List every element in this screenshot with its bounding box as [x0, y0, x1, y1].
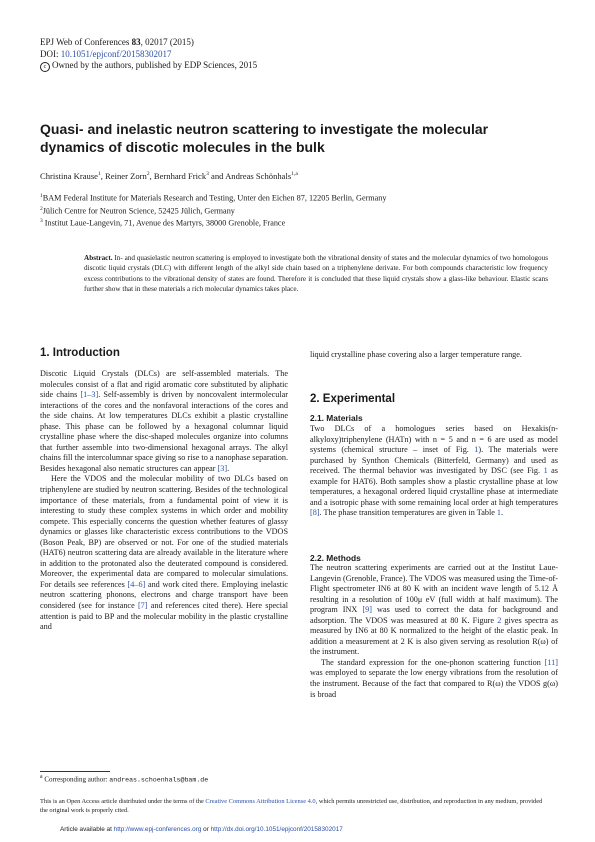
right-column-continuation: liquid crystalline phase covering also a larger temperature range.: [310, 350, 522, 359]
intro-paragraph-1: Discotic Liquid Crystals (DLCs) are self-assembled materials. The molecules consist of a flat and rigid aromatic core substituted by aliphatic side chains [1–3]. Self-assembly is driven by noncovalent intermolecular interactions of the cores and the nonfavoral interactions of the cores and the side chains. At low temperatures DLCs exhibit a plastic crystalline phase. This phase can be followed by a hexagonal columnar liquid crystalline phase where the disc-shaped molecules organize into columns that further assemble into two-dimensional hexagonal arrays. The alkyl chains fill the intercolumnar space giving so rise to a nanophase separation. Besides hexagonal also nematic structures can appear [3].: [40, 369, 288, 473]
abstract: [84, 253, 548, 295]
author-list: Christina Krause$^1$, Reiner Zorn$^2$, Bernhard Frick$^3$ and Andreas Schönhals$^{1,a}$: [40, 171, 298, 181]
abstract-label: Abstract.: [84, 254, 113, 262]
article-footer: Article available at http://www.epj-conferences.org or http://dx.doi.org/10.1051/epjconf/20158302017: [60, 826, 343, 833]
abstract-text: In- and quasielastic neutron scattering is employed to investigate both the vibrational density of states and the molecular dynamics of two homologous discotic liquid crystals (DLC) with different length of the alkyl side chain based on a triphenylene derivate. For both compounds characteristic low frequency excess contributions to the vibrational density of states are found. Therefore it is concluded that these liquid crystals show a glass-like behaviour. Elastic scans further show that in these materials a rich molecular dynamics takes place.: [84, 254, 548, 294]
paper-title: Quasi- and inelastic neutron scattering to investigate the molecular dynamics of discotic molecules in the bulk: [40, 121, 489, 155]
doi-url-link[interactable]: http://dx.doi.org/10.1051/epjconf/20158302017: [210, 826, 343, 833]
materials-heading: 2.1. Materials: [310, 413, 363, 423]
intro-paragraph-2: Here the VDOS and the molecular mobility of two DLCs based on triphenylene are studied by neutron scattering. Besides of the technological importance of these materials, from a fundamental point of view it is interesting to study these complex systems in which order and mobility compete. This especially concerns the question whether features of glassy dynamics or glasses like characteristic excess contributions to the VDOS (Boson Peak, BP) are observed or not. For one of the studied materials (HAT6) neutron scattering data are already available in the literature where in addition to the protonated also the deuterated compound is considered. Moreover, the experimental data are compared to molecular simulations. For details see references [4–6] and work cited there. Employing inelastic neutron scattering phonons, electrons and charge transport have been considered (see for instance [7] and references cited there). Here special attention is paid to BP and the molecular mobility in the plastic crystalline and: [40, 474, 288, 632]
journal-url-link[interactable]: http://www.epj-conferences.org: [113, 826, 202, 833]
affiliation-3: $^3$ Institut Laue-Langevin, 71, Avenue des Martyrs, 38000 Grenoble, France: [40, 218, 286, 229]
author-email[interactable]: andreas.schoenhals@bam.de: [109, 776, 209, 784]
introduction-body: [40, 369, 288, 633]
methods-paragraph-2: The standard expression for the one-phonon scattering function [11] was employed to separate the low energy vibrations from the resolution of the instrument. Because of the fact that compared to R(ω) the VDOS g(ω) is broad: [310, 657, 558, 699]
methods-heading: 2.2. Methods: [310, 553, 361, 563]
journal-header: [40, 37, 257, 72]
affiliation-2: $^2$Jülich Centre for Neutron Science, 52425 Jülich, Germany: [40, 205, 235, 216]
footnote-rule: [40, 771, 110, 772]
corresponding-author-footnote: $^a$ Corresponding author: andreas.schoenhals@bam.de: [40, 774, 209, 784]
copyright-icon: c: [40, 62, 50, 72]
citation-line: EPJ Web of Conferences 83, 02017 (2015): [40, 37, 194, 47]
affiliation-1: $^1$BAM Federal Institute for Materials Research and Testing, Unter den Eichen 87, 12205 Berlin, Germany: [40, 193, 387, 203]
methods-paragraph-1: The neutron scattering experiments are carried out at the Institut Laue-Langevin (Grenoble, France). The VDOS was measured using the Time-of-Flight spectrometer IN6 at 80 K with an incident wave length of 5.12 Å resulting in a resolution of 100μ eV (full width at half maximum). The program INX [9] was used to correct the data for background and adsorption. The VDOS was measured at 80 K. Figure 2 gives spectra as measured by IN6 at 80 K normalized to the height of the elastic peak. In addition a measurement at 2 K is also given serving as resolution R(ω) of the instrument.: [310, 563, 559, 657]
doi-line: DOI: 10.1051/epjconf/20158302017: [40, 48, 172, 59]
doi-link[interactable]: 10.1051/epjconf/20158302017: [60, 48, 172, 59]
methods-body: [310, 563, 558, 700]
introduction-heading: 1. Introduction: [40, 347, 120, 359]
affiliations: [40, 191, 387, 229]
license-link[interactable]: Creative Commons Attribution License 4.0: [205, 798, 316, 805]
experimental-heading: 2. Experimental: [310, 393, 396, 405]
materials-body: Two DLCs of a homologues series based on Hexakis(n-alkyloxy)triphenylene (HATn) with n = 5 and n = 6 are used as model systems (chemical structure – inset of Fig. 1). The materials were purchased by Synthon Chemicals (Bitterfeld, Germany) and used as received. The thermal behavior was investigated by DSC (see Fig. 1 as example for HAT6). Both samples show a plastic crystalline phase at low temperatures, a hexagonal ordered liquid crystalline phase at intermediate and a isotropic phase with some remaining local order at high temperatures [8]. The phase transition temperatures are given in Table 1.: [310, 424, 558, 518]
open-access-notice: This is an Open Access article distributed under the terms of the Creative Commons Attribution License 4.0, which permits unrestricted use, distribution, and reproduction in any medium, provided the original work is properly cited.: [40, 798, 543, 814]
copyright-line: c Owned by the authors, published by EDP Sciences, 2015: [40, 60, 257, 72]
